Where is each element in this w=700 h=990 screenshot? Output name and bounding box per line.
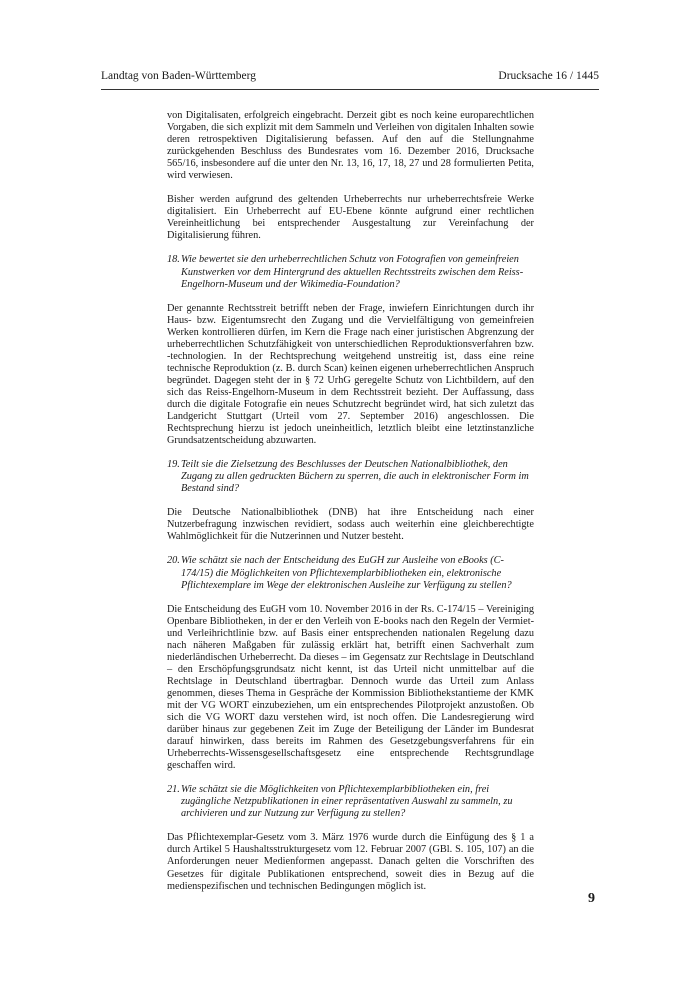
paragraph: Bisher werden aufgrund des geltenden Urheberrechts nur urheberrechtsfreie Werke digitalisiert. Ein Urheberrecht auf EU-Ebene könnte aufgrund einer rechtlichen Vereinheitlichung bei entsprechender Ausgestaltung zur Vereinfachung der Digitalisierung führen. bbox=[167, 194, 534, 242]
page-header bbox=[101, 70, 599, 88]
question-number: 21. bbox=[167, 784, 180, 796]
question bbox=[167, 459, 534, 495]
question-text: Wie schätzt sie nach der Entscheidung des EuGH zur Ausleihe von eBooks (C-174/15) die Möglichkeiten von Pflichtexemplarbibliotheken ein, elektronische Pflichtexemplare im Wege der elektronischen Ausleihe zur Verfügung zu stellen? bbox=[181, 555, 512, 591]
header-left: Landtag von Baden-Württemberg bbox=[101, 70, 256, 82]
question-number: 18. bbox=[167, 254, 180, 266]
header-right: Drucksache 16 / 1445 bbox=[498, 70, 599, 82]
question-text: Wie bewertet sie den urheberrechtlichen Schutz von Fotografien von gemeinfreien Kunstwerken vor dem Hintergrund des aktuellen Rechtsstreits zwischen dem Reiss-Engelhorn-Museum und der Wikimedia-Foundation? bbox=[181, 254, 524, 290]
question bbox=[167, 254, 534, 290]
paragraph: Die Entscheidung des EuGH vom 10. November 2016 in der Rs. C-174/15 – Vereiniging Openbare Bibliotheken, in der er den Verleih von E-books nach den Regeln der Vermiet- und Verleihrichtlinie bzw. auf Basis einer entsprechenden nationalen Regelung dazu nach näheren Maßgaben für zulässig erklärt hat, betrifft einen Sachverhalt zum niederländischen Urheberrecht. Da dieses – im Gegensatz zur Rechtslage in Deutschland – den Erschöpfungsgrundsatz nicht kennt, ist das Urteil nicht unmittelbar auf die Rechtslage in Deutschland übertragbar. Dennoch wurde das Urteil zum Anlass genommen, dieses Thema in Gespräche der Kommission Bibliothekstantieme der KMK mit der VG WORT einzubeziehen, um ein entsprechendes Pilotprojekt anzustoßen. Ob sich die VG WORT dazu verstehen wird, ist noch offen. Die Landesregierung wird darüber hinaus zur gegebenen Zeit im Zuge der Beteiligung der Länder im Bundesrat darauf hinwirken, dass bereits im Rahmen des Gesetzgebungsverfahrens für ein Urheberrechts-Wissensgesellschaftsgesetz eine entsprechende Rechtsgrundlage geschaffen wird. bbox=[167, 603, 534, 772]
question-text: Wie schätzt sie die Möglichkeiten von Pflichtexemplarbibliotheken ein, frei zugängliche Netzpublikationen in einer repräsentativen Auswahl zu sammeln, zu archivieren und zur Nutzung zur Verfügung zu stellen? bbox=[181, 784, 513, 820]
question-number: 20. bbox=[167, 555, 180, 567]
paragraph: Das Pflichtexemplar-Gesetz vom 3. März 1976 wurde durch die Einfügung des § 1 a durch Artikel 5 Haushaltsstrukturgesetz vom 12. Februar 2007 (GBl. S. 105, 107) an die Anforderungen neuer Medienformen angepasst. Danach gelten die Vorschriften des Gesetzes für digitale Publikationen entsprechend, soweit dies in Bezug auf die medienspezifischen und technischen Bedingungen möglich ist. bbox=[167, 832, 534, 892]
header-rule bbox=[101, 89, 599, 90]
question bbox=[167, 555, 534, 591]
paragraph: Die Deutsche Nationalbibliothek (DNB) hat ihre Entscheidung nach einer Nutzerbefragung inzwischen revidiert, sodass auch weiterhin eine gleichberechtigte Wahlmöglichkeit für die Nutzerinnen und Nutzer besteht. bbox=[167, 507, 534, 543]
paragraph: Der genannte Rechtsstreit betrifft neben der Frage, inwiefern Einrichtungen durch ihr Haus- bzw. Eigentumsrecht den Zugang und die Vervielfältigung von gemeinfreien Werken kontrollieren dürfen, im Kern die Frage nach einer juristischen Abgrenzung der urheberrechtlichen Schutzfähigkeit von unterschiedlichen Reproduktionsverfahren bzw. -technologien. In der Rechtsprechung weitgehend unstreitig ist, dass eine reine technische Reproduktion (z. B. durch Scan) keinen eigenen urheberrechtlichen Anspruch begründet. Dagegen steht der in § 72 UrhG geregelte Schutz von Lichtbildern, auf den sich das Reiss-Engelhorn-Museum in dem Rechtsstreit bezieht. Der Auffassung, dass durch die digitale Fotografie ein neues Schutzrecht begründet wird, hat sich zuletzt das Landgericht Stuttgart (Urteil vom 27. September 2016) angeschlossen. Die Rechtsprechung hierzu ist jedoch uneinheitlich, letztlich bleibt eine letztinstanzliche Grundsatzentscheidung abzuwarten. bbox=[167, 302, 534, 447]
page-number: 9 bbox=[588, 891, 595, 906]
question-text: Teilt sie die Zielsetzung des Beschlusses der Deutschen Nationalbibliothek, den Zugang zu allen gedruckten Büchern zu sperren, die auch in elektronischer Form im Bestand sind? bbox=[181, 459, 529, 495]
document-body bbox=[167, 110, 534, 905]
question-number: 19. bbox=[167, 459, 180, 471]
paragraph: von Digitalisaten, erfolgreich eingebracht. Derzeit gibt es noch keine europarechtlichen Vorgaben, die sich explizit mit dem Sammeln und Verleihen von digitalen Inhalten sowie deren retrospektiven Digitalisierung befassen. Auf den auf die Stellungnahme zurückgehenden Beschluss des Bundesrates vom 16. Dezember 2016, Drucksache 565/16, insbesondere auf die unter den Nr. 13, 16, 17, 18, 27 und 28 formulierten Petita, wird verwiesen. bbox=[167, 110, 534, 182]
question bbox=[167, 784, 534, 820]
